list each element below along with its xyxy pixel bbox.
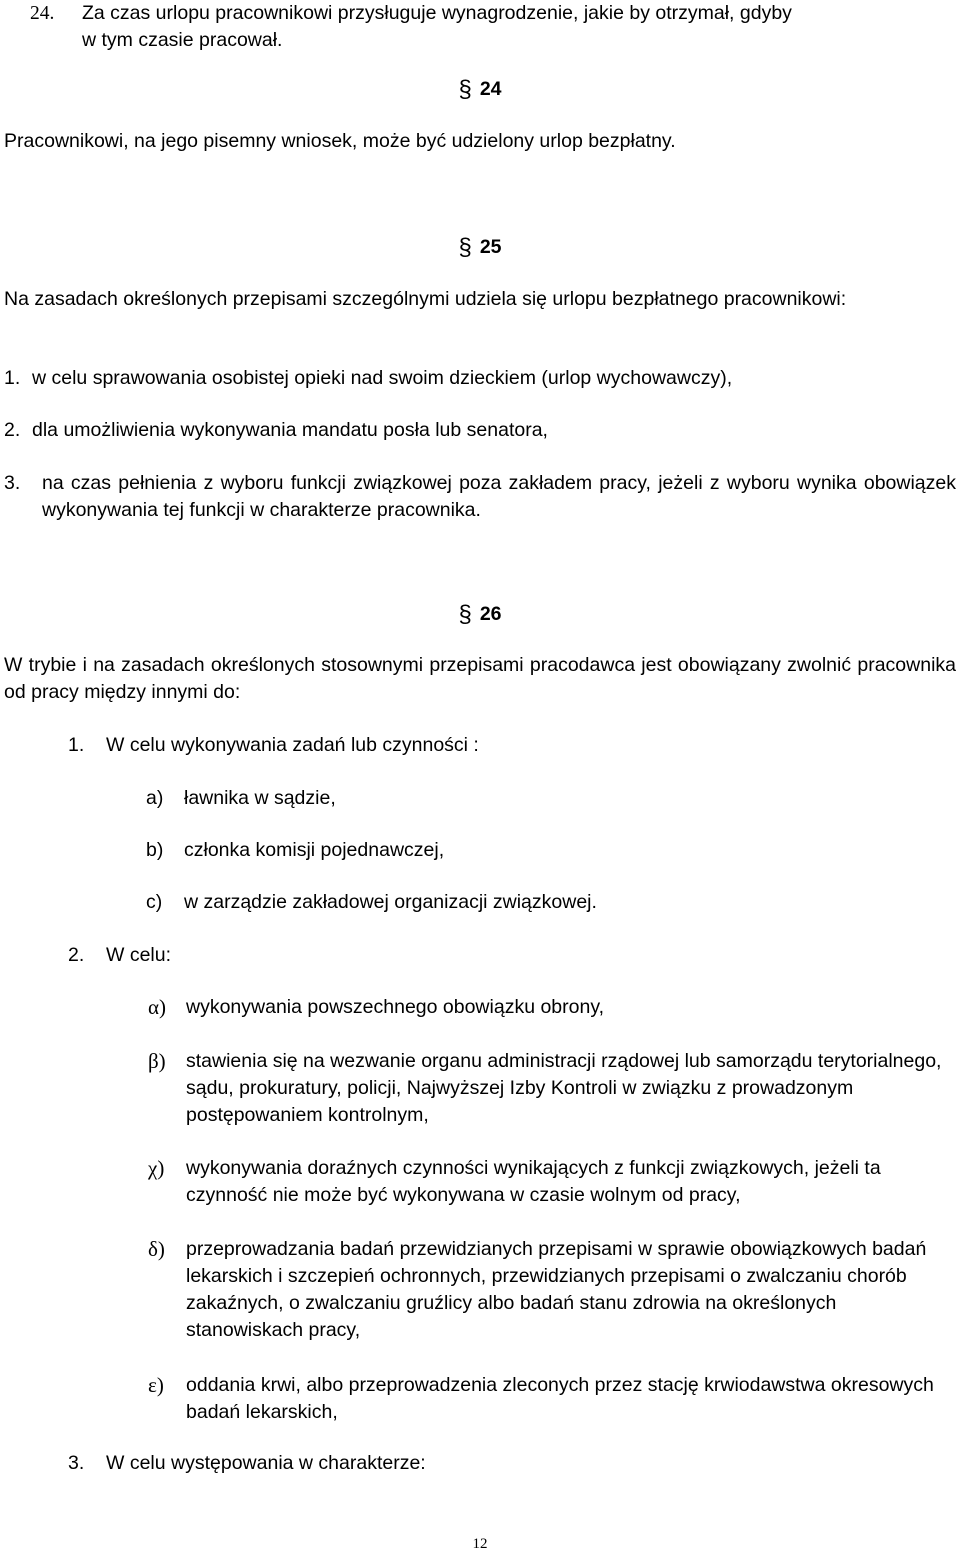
list-text: ławnika w sądzie, — [184, 787, 336, 809]
section-26-number: 26 — [479, 603, 502, 625]
item-24 — [30, 0, 950, 54]
list-text: wykonywania doraźnych czynności wynikających z funkcji związkowych, jeżeli ta czynność nie może być wykonywana w czasie wolnym od pracy, — [186, 1157, 881, 1206]
item-24-line1: Za czas urlopu pracownikowi przysługuje wynagrodzenie, jakie by otrzymał, gdyby — [82, 2, 792, 24]
list-text: stawienia się na wezwanie organu administracji rządowej lub samorządu terytorialnego, sądu, prokuratury, policji, Najwyższej Izby Kontroli w związku z prowadzonym postępowaniem kontrolnym, — [186, 1050, 942, 1126]
section-26-point-2 — [68, 942, 948, 969]
list-text: W celu występowania w charakterze: — [106, 1452, 426, 1474]
sub-item — [148, 1236, 948, 1344]
section-25-heading — [0, 234, 960, 261]
list-text: wykonywania powszechnego obowiązku obrony, — [186, 996, 605, 1018]
list-label: 1. — [4, 367, 21, 389]
sub-item — [146, 837, 946, 864]
list-label: b) — [146, 839, 164, 861]
section-25-item — [4, 365, 956, 392]
list-label: ε) — [148, 1373, 164, 1397]
list-text: członka komisji pojednawczej, — [184, 839, 445, 861]
list-label: 3. — [68, 1452, 85, 1474]
list-label: a) — [146, 787, 164, 809]
list-text: w zarządzie zakładowej organizacji związkowej. — [184, 891, 597, 913]
list-text: przeprowadzania badań przewidzianych przepisami w sprawie obowiązkowych badań lekarskich i szczepień ochronnych, przewidzianych przepisami o zwalczaniu chorób zakaźnych, o zwalczaniu gruźlicy albo badań stanu zdrowia na określonych stanowiskach pracy, — [186, 1238, 927, 1341]
sub-item — [148, 1155, 948, 1209]
list-text: w celu sprawowania osobistej opieki nad swoim dzieckiem (urlop wychowawczy), — [32, 367, 733, 389]
sub-item — [148, 1048, 948, 1129]
list-label: β) — [148, 1049, 166, 1073]
page-number: 12 — [472, 1536, 488, 1552]
section-25-item — [4, 470, 956, 524]
list-text: na czas pełnienia z wyboru funkcji związkowej poza zakładem pracy, jeżeli z wyboru wynika obowiązek wykonywania tej funkcji w charakterze pracownika. — [42, 472, 956, 521]
list-label: 2. — [68, 944, 85, 966]
list-label: 2. — [4, 419, 21, 441]
section-24-number: 24 — [479, 78, 502, 100]
item-24-text — [82, 0, 950, 54]
section-25-item — [4, 417, 956, 444]
section-26-heading — [0, 601, 960, 628]
section-24-text: Pracownikowi, na jego pisemny wniosek, może być udzielony urlop bezpłatny. — [4, 130, 676, 152]
list-text: dla umożliwienia wykonywania mandatu posła lub senatora, — [32, 419, 548, 441]
list-label: δ) — [148, 1237, 165, 1261]
section-symbol-icon — [458, 234, 479, 261]
list-label: 3. — [4, 472, 21, 494]
section-25-intro: Na zasadach określonych przepisami szczególnymi udziela się urlopu bezpłatnego pracownikowi: — [4, 288, 847, 310]
list-text: W celu wykonywania zadań lub czynności : — [106, 734, 479, 756]
sub-item — [146, 889, 946, 916]
item-24-line2: w tym czasie pracował. — [82, 29, 283, 51]
section-symbol-icon — [458, 601, 479, 628]
sub-item — [146, 785, 946, 812]
item-24-label: 24. — [30, 3, 55, 24]
list-label: 1. — [68, 734, 85, 756]
list-label: c) — [146, 891, 163, 913]
section-26-point-3 — [68, 1450, 948, 1477]
list-text: W celu: — [106, 944, 172, 966]
section-24-heading — [0, 76, 960, 103]
list-label: χ) — [148, 1156, 165, 1180]
sub-item — [148, 994, 948, 1021]
list-text: oddania krwi, albo przeprowadzenia zleconych przez stację krwiodawstwa okresowych badań lekarskich, — [186, 1374, 934, 1423]
section-26-intro: W trybie i na zasadach określonych stosownymi przepisami pracodawca jest obowiązany zwolnić pracownika od pracy między innymi do: — [4, 654, 956, 703]
list-label: α) — [148, 995, 166, 1019]
sub-item — [148, 1372, 948, 1426]
section-symbol-icon — [458, 76, 479, 103]
section-25-number: 25 — [479, 236, 502, 258]
section-26-point-1 — [68, 732, 948, 759]
